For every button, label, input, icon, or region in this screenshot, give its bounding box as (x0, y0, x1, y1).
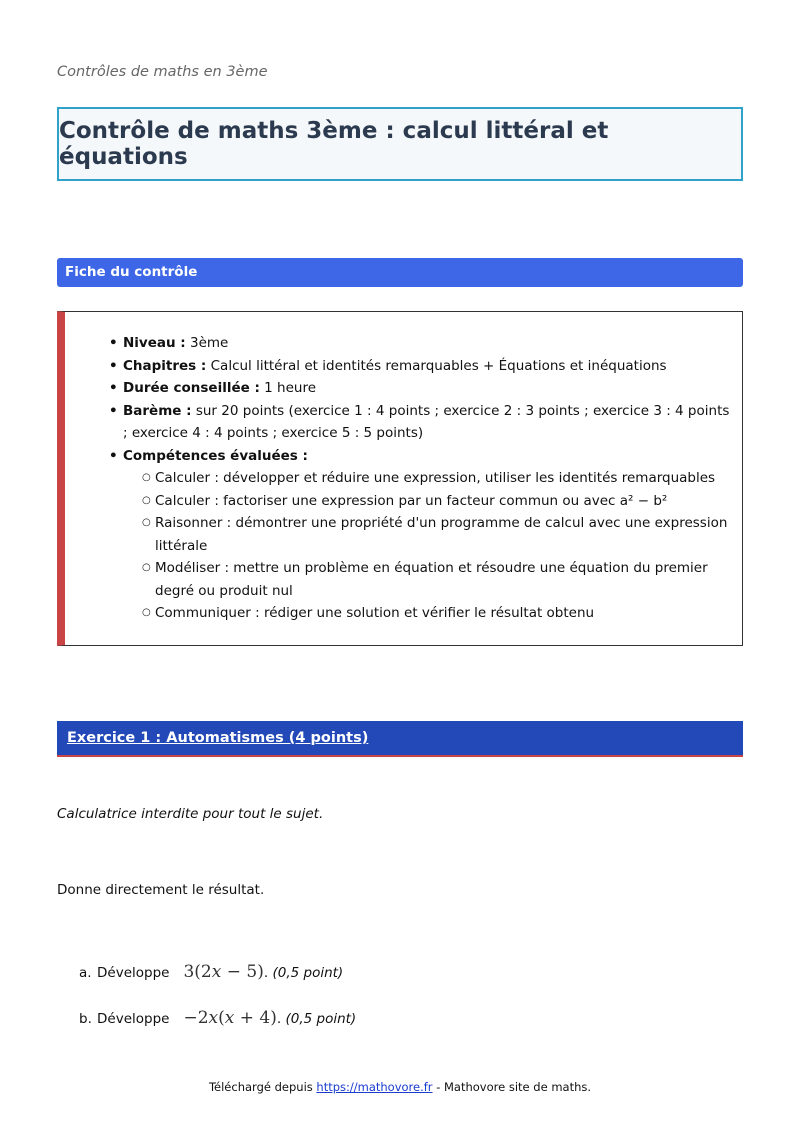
duree-label: Durée conseillée : (123, 380, 260, 396)
item-letter: b. (79, 1011, 92, 1027)
page-title: Contrôle de maths 3ème : calcul littéral et équations (59, 118, 609, 170)
competence-item: ○ Communiquer : rédiger une solution et vérifier le résultat obtenu (155, 602, 735, 625)
fiche-list (115, 332, 735, 625)
item-points: (0,5 point) (285, 1011, 357, 1027)
competences-list (155, 467, 735, 625)
item-suffix: . (276, 1011, 286, 1027)
niveau-value: 3ème (190, 335, 229, 351)
exercice1-header[interactable] (57, 721, 743, 757)
fiche-item-niveau (115, 332, 735, 355)
bareme-value: sur 20 points (exercice 1 : 4 points ; exercice 2 : 3 points ; exercice 3 : 4 points ; exercice 4 : 4 points ; exercice 5 : 5 points) (123, 402, 730, 441)
competence-item: ○ Calculer : factoriser une expression par un facteur commun ou avec a² − b² (155, 490, 735, 513)
competence-item: ○ Raisonner : démontrer une propriété d'un programme de calcul avec une expression littérale (155, 512, 735, 557)
niveau-label: Niveau : (123, 335, 186, 351)
footer-suffix: - Mathovore site de maths. (432, 1080, 592, 1094)
fiche-box (57, 311, 743, 646)
footer-prefix: Téléchargé depuis (208, 1080, 317, 1094)
math-expression: 3(2x − 5) (183, 962, 264, 982)
item-points: (0,5 point) (272, 965, 344, 981)
exercice1-item-a (79, 962, 343, 982)
exercice1-title[interactable]: Exercice 1 : Automatismes (4 points) (67, 730, 369, 746)
item-verb: Développe (97, 1011, 170, 1027)
competences-label: Compétences évaluées : (123, 447, 308, 464)
item-verb: Développe (97, 965, 170, 981)
fiche-item-duree (115, 377, 735, 400)
calculatrice-note: Calculatrice interdite pour tout le sujet. (57, 806, 324, 822)
bareme-label: Barème : (123, 402, 192, 419)
exercice1-item-b (79, 1008, 356, 1028)
footer (0, 1080, 800, 1094)
exercice1-instruction: Donne directement le résultat. (57, 882, 265, 898)
breadcrumb[interactable]: Contrôles de maths en 3ème (57, 64, 268, 80)
item-suffix: . (263, 965, 273, 981)
duree-value: 1 heure (264, 380, 317, 396)
fiche-header: Fiche du contrôle (57, 258, 743, 287)
math-expression: −2x(x + 4) (183, 1008, 277, 1028)
chapitres-value: Calcul littéral et identités remarquables + Équations et inéquations (210, 357, 667, 374)
item-letter: a. (79, 965, 92, 981)
fiche-item-competences (115, 445, 735, 625)
footer-link[interactable]: https://mathovore.fr (316, 1080, 433, 1094)
page-title-box (57, 107, 743, 181)
chapitres-label: Chapitres : (123, 357, 207, 374)
competence-item: ○ Calculer : développer et réduire une expression, utiliser les identités remarquables (155, 467, 735, 490)
fiche-item-bareme (115, 400, 735, 445)
fiche-item-chapitres (115, 355, 735, 378)
competence-item: ○ Modéliser : mettre un problème en équation et résoudre une équation du premier degré ou produit nul (155, 557, 735, 602)
